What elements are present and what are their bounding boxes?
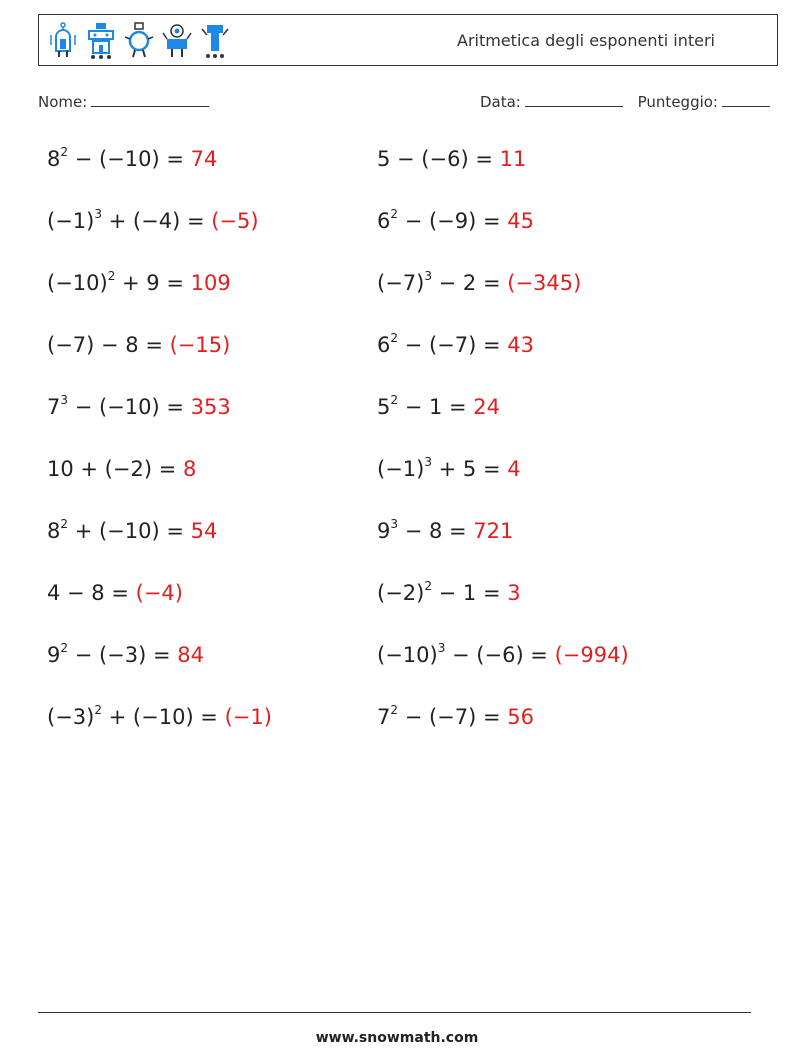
problem-item [377,333,534,357]
answer: (−345) [507,271,582,295]
expression-rest: − 2 = [431,271,508,295]
problem-item [377,705,534,729]
expression-base: 8 [47,519,61,543]
expression-rest: − 1 = [398,395,474,419]
expression-base: 10 + (−2) [47,457,153,481]
expression-base: 9 [377,519,391,543]
problem-item [377,643,629,667]
expression-rest: − (−7) = [398,333,508,357]
answer: 84 [177,643,204,667]
expression-rest: − (−10) = [68,395,191,419]
expression-rest: = [152,457,183,481]
exponent: 2 [107,269,116,283]
expression-base: 8 [47,147,61,171]
header-box [38,14,778,66]
answer: 54 [190,519,218,543]
answer: (−1) [224,705,272,729]
worksheet-title: Aritmetica degli esponenti interi [457,31,715,50]
answer: 8 [182,457,197,481]
problem-item [47,271,231,295]
name-field [38,92,209,111]
robot-icon [123,21,155,61]
answer: 353 [190,395,231,419]
expression-rest: + 5 = [431,457,508,481]
robot-icon [47,21,79,61]
exponent: 3 [424,269,432,283]
problem-item [47,581,183,605]
expression-rest: − (−9) = [398,209,508,233]
exponent: 2 [60,517,69,531]
problem-item [47,457,196,481]
expression-base: 6 [377,333,391,357]
answer: (−15) [169,333,231,357]
answer: 45 [507,209,534,233]
answer: (−994) [554,643,629,667]
expression-rest: − (−7) = [398,705,508,729]
expression-base: 5 − (−6) [377,147,469,171]
footer-website: www.snowmath.com [315,1030,479,1046]
answer: 3 [507,581,521,605]
problem-item [47,395,231,419]
problem-item [377,395,500,419]
problem-item [377,271,581,295]
robot-icons [47,21,231,61]
problem-item [377,581,521,605]
problem-item [377,209,534,233]
problem-item [47,643,204,667]
exponent: 3 [390,517,399,531]
expression-base: 7 [377,705,391,729]
name-blank [91,92,209,107]
expression-base: 7 [47,395,61,419]
exponent: 2 [60,641,69,655]
expression-base: 4 − 8 [47,581,105,605]
expression-base: 9 [47,643,61,667]
exponent: 3 [437,641,446,655]
answer: 56 [507,705,534,729]
problem-item [47,519,217,543]
footer-divider [38,1012,751,1013]
robot-icon [161,21,193,61]
expression-rest: − 8 = [398,519,474,543]
expression-base: (−2) [377,581,425,605]
expression-rest: = [138,333,170,357]
expression-base: 5 [377,395,391,419]
score-label: Punteggio: [637,93,718,111]
expression-base: (−3) [47,705,95,729]
problem-item [47,209,259,233]
expression-base: (−10) [377,643,438,667]
answer: (−4) [135,581,183,605]
answer: (−5) [211,209,259,233]
date-score-fields [480,92,770,111]
expression-rest: + (−10) = [101,705,225,729]
problem-item [377,519,513,543]
robot-icon [85,21,117,61]
problem-item [47,147,217,171]
name-label: Nome: [38,93,88,111]
answer: 109 [190,271,231,295]
answer: 4 [507,457,521,481]
exponent: 2 [390,207,399,221]
exponent: 2 [390,393,399,407]
answer: 721 [473,519,514,543]
exponent: 3 [94,207,102,221]
expression-base: (−7) [377,271,425,295]
expression-rest: = [104,581,136,605]
exponent: 2 [390,703,399,717]
expression-base: (−1) [47,209,95,233]
expression-rest: − (−6) = [445,643,555,667]
problem-item [377,457,521,481]
problem-item [47,333,230,357]
expression-rest: − (−10) = [68,147,191,171]
exponent: 2 [390,331,399,345]
answer: 11 [499,147,527,171]
expression-rest: + (−4) = [101,209,212,233]
expression-base: 6 [377,209,391,233]
answer: 24 [473,395,501,419]
expression-rest: − (−3) = [68,643,178,667]
robot-icon [199,21,231,61]
problem-item [47,705,272,729]
expression-rest: + (−10) = [68,519,191,543]
expression-base: (−1) [377,457,425,481]
score-blank [722,92,770,107]
expression-rest: − 1 = [431,581,508,605]
exponent: 3 [60,393,69,407]
date-blank [525,92,623,107]
problem-item [377,147,526,171]
date-label: Data: [479,93,521,111]
expression-base: (−7) − 8 [47,333,139,357]
exponent: 2 [424,579,432,593]
answer: 74 [190,147,218,171]
exponent: 2 [60,145,69,159]
expression-base: (−10) [47,271,108,295]
expression-rest: = [468,147,500,171]
exponent: 2 [94,703,102,717]
expression-rest: + 9 = [115,271,191,295]
answer: 43 [507,333,534,357]
exponent: 3 [424,455,432,469]
